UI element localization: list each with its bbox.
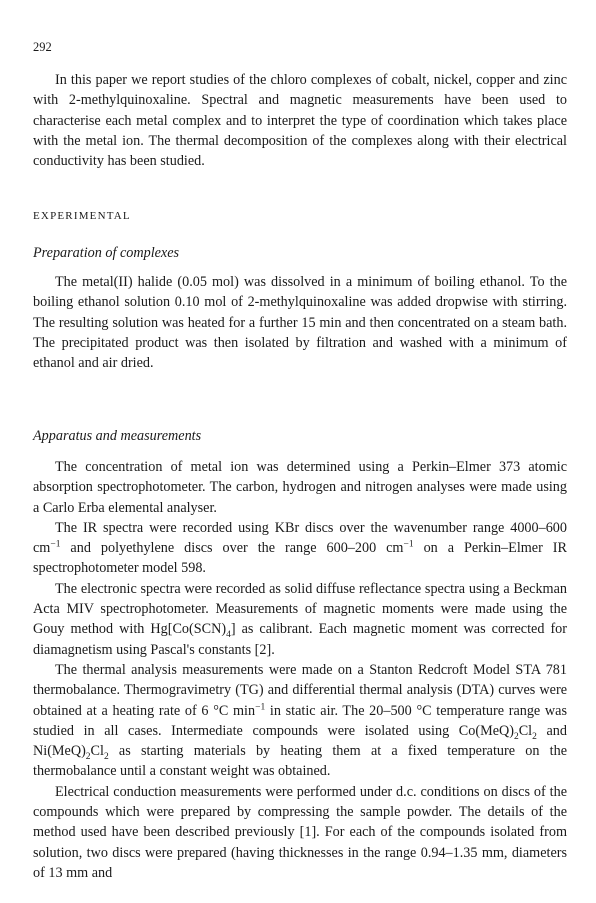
apparatus-paragraph-aas: The concentration of metal ion was determined using a Perkin–Elmer 373 atomic absorption spectrophotometer. The carbon, hydrogen and nitrogen analyses were made using a Carlo Erba elemental analyser. bbox=[33, 459, 567, 516]
subheading-preparation: Preparation of complexes bbox=[33, 245, 180, 261]
preparation-paragraph: The metal(II) halide (0.05 mol) was dissolved in a minimum of boiling ethanol. To the boiling ethanol solution 0.10 mol of 2-methylquinoxaline was added dropwise with stirring. The resulting solution was heated for a further 15 min and then concentrated on a steam bath. The precipitated product was then isolated by filtration and washed with a minimum of ethanol and air dried. bbox=[33, 274, 567, 372]
page-number: 292 bbox=[33, 40, 52, 54]
intro-section bbox=[33, 70, 567, 171]
preparation-section bbox=[33, 272, 567, 373]
apparatus-paragraph-ir: The IR spectra were recorded using KBr discs over the wavenumber range 4000–600 $cm^{-1}$ and polyethylene discs over the range 600–200 $cm^{-1}$ on a Perkin–Elmer IR spectrophotometer model 598. bbox=[33, 519, 567, 577]
apparatus-paragraph-electronic: The electronic spectra were recorded as solid diffuse reflectance spectra using a Beckman Acta MIV spectrophotometer. Measurements of magnetic moments were made using the Gouy method with $Hg[Co(SCN)_4]$ as calibrant. Each magnetic moment was corrected for diamagnetism using Pascal's constants [2]. bbox=[33, 580, 567, 658]
section-heading-experimental: EXPERIMENTAL bbox=[33, 210, 131, 222]
apparatus-paragraph-conduction: Electrical conduction measurements were performed under d.c. conditions on discs of the compounds which were prepared by compressing the sample powder. The details of the method used have been described previously [1]. For each of the compounds isolated from solution, two discs were prepared (having thicknesses in the range 0.94–1.35 mm, diameters of 13 mm and bbox=[33, 783, 567, 881]
intro-paragraph: In this paper we report studies of the chloro complexes of cobalt, nickel, copper and zinc with 2-methylquinoxaline. Spectral and magnetic measurements have been used to characterise each metal complex and to interpret the type of coordination which takes place with the metal ion. The thermal decomposition of the complexes along with their electrical conductivity has been studied. bbox=[33, 72, 567, 170]
subheading-apparatus: Apparatus and measurements bbox=[33, 428, 202, 444]
apparatus-section bbox=[33, 457, 567, 883]
apparatus-paragraph-thermal: The thermal analysis measurements were made on a Stanton Redcroft Model STA 781 thermobalance. Thermogravimetry (TG) and differential thermal analysis (DTA) curves were obtained at a heating rate of 6 °C $\min^{-1}$ in static air. The 20–500 °C temperature range was studied in all cases. Intermediate compounds were isolated using $Co(MeQ)_2Cl_2$ and $Ni(MeQ)_2Cl_2$ as starting materials by heating them at a fixed temperature on the thermobalance until a constant weight was obtained. bbox=[33, 661, 567, 780]
